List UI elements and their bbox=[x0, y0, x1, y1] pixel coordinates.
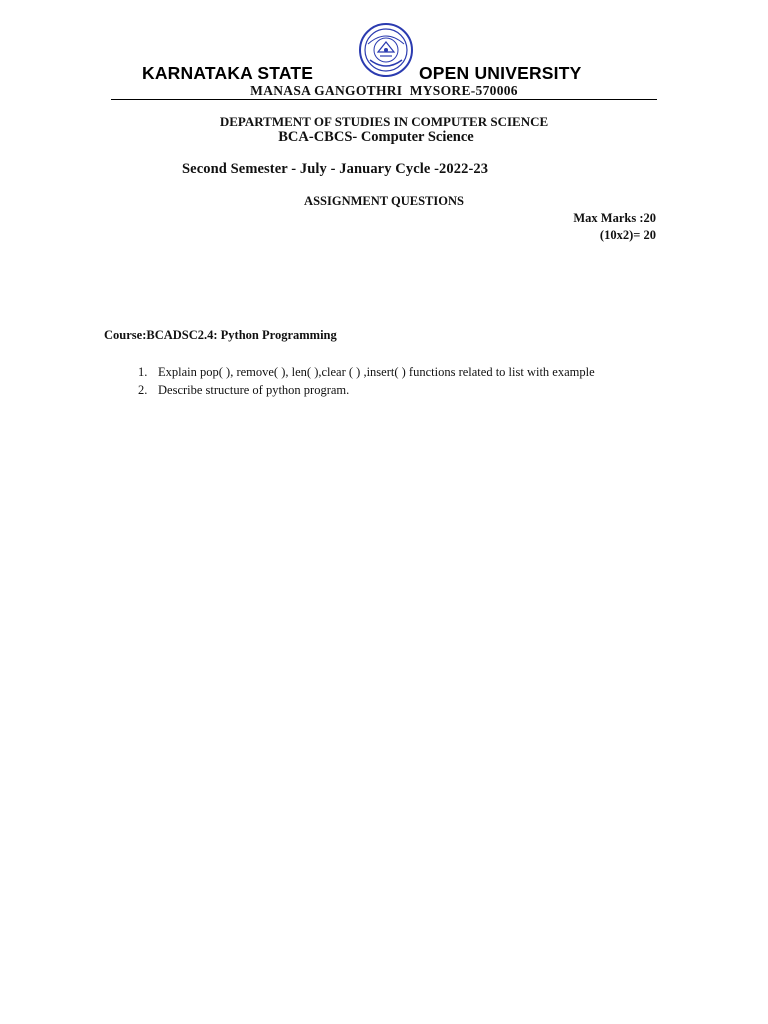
question-text: Describe structure of python program. bbox=[158, 383, 350, 397]
header-divider bbox=[111, 99, 657, 100]
question-text: Explain pop( ), remove( ), len( ),clear ( ) ,insert( ) functions related to list with example bbox=[158, 365, 595, 379]
program-title: BCA-CBCS- Computer Science bbox=[278, 129, 474, 145]
university-address bbox=[0, 83, 768, 99]
question-item bbox=[138, 382, 658, 398]
question-number: 1. bbox=[138, 365, 148, 379]
question-item bbox=[138, 364, 658, 380]
max-marks: Max Marks :20 bbox=[573, 211, 656, 225]
department-title: DEPARTMENT OF STUDIES IN COMPUTER SCIENCE bbox=[219, 114, 549, 129]
university-name-right: OPEN UNIVERSITY bbox=[419, 63, 582, 83]
university-emblem-icon bbox=[358, 22, 414, 78]
question-number: 2. bbox=[138, 383, 148, 397]
semester-title: Second Semester - July - January Cycle -2022-23 bbox=[182, 161, 489, 177]
assignment-heading: ASSIGNMENT QUESTIONS bbox=[304, 194, 464, 208]
university-name-left: KARNATAKA STATE bbox=[142, 63, 314, 83]
marks-split: (10x2)= 20 bbox=[599, 228, 656, 242]
question-list bbox=[138, 364, 658, 400]
address-text: MANASA GANGOTHRI MYSORE-570006 bbox=[250, 83, 518, 98]
course-title: Course:BCADSC2.4: Python Programming bbox=[104, 328, 337, 342]
